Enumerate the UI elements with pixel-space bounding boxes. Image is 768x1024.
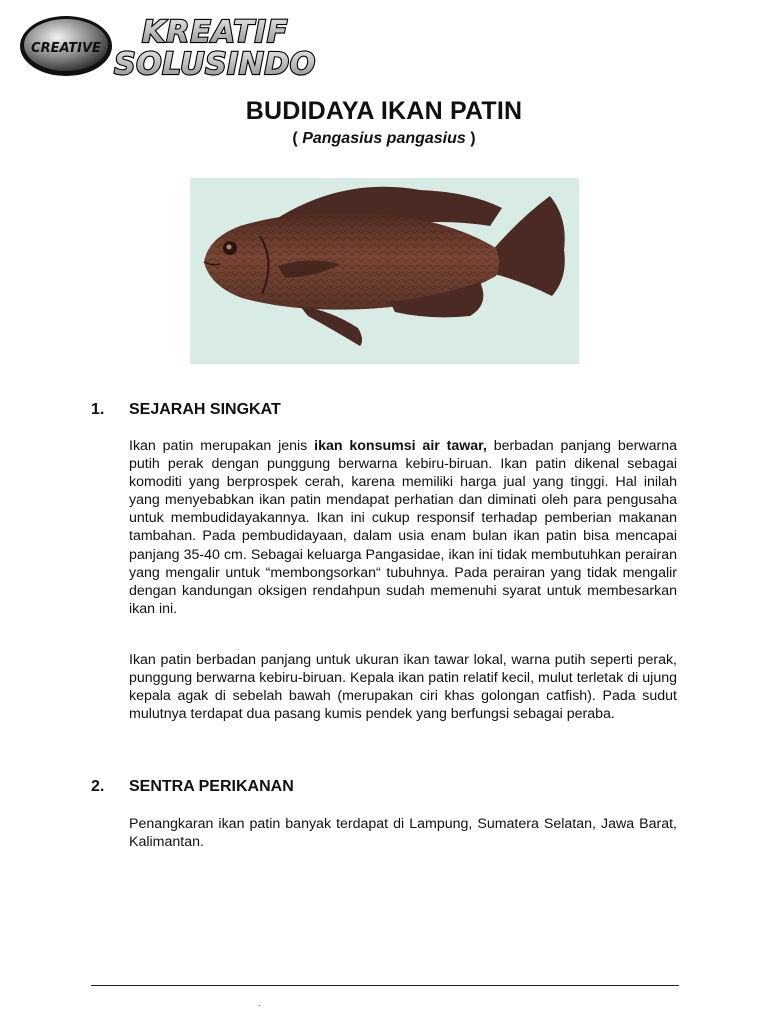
footer-divider (91, 985, 679, 986)
section-2-title: SENTRA PERIKANAN (129, 778, 294, 795)
subtitle-open: ( (292, 130, 303, 147)
company-logo-graphic (14, 8, 324, 86)
section-1-p1-after: berbadan panjang berwarna putih perak dengan punggung berwarna kebiru-biruan. Ikan patin dikenal sebagai komoditi yang berprospek cerah, karena memiliki harga jual yang tinggi. Hal inilah yang menyebabkan ikan patin mendapat perhatian dan diminati oleh para pengusaha untuk membudidayakannya. Ikan ini cukup responsif terhadap pemberian makanan tambahan. Pada pembudidayaan, dalam usia enam bulan ikan patin bisa mencapai panjang 35-40 cm. Sebagai keluarga Pangasidae, ikan ini tidak membutuhkan perairan yang mengalir untuk “membongsorkan“ tubuhnya. Pada perairan yang tidak mengalir dengan kandungan oksigen rendahpun sudah memenuhi syarat untuk membesarkan ikan ini. (129, 438, 677, 617)
section-2-number: 2. (91, 778, 105, 795)
section-1-title: SEJARAH SINGKAT (129, 401, 281, 418)
section-1-heading (91, 401, 281, 419)
logo-line2: SOLUSINDO (114, 47, 316, 82)
section-1-paragraph-1 (129, 437, 677, 618)
fish-photo (190, 178, 579, 364)
section-1-p1-bold: ikan konsumsi air tawar, (314, 438, 487, 454)
subtitle-close: ) (465, 130, 476, 147)
document-title: BUDIDAYA IKAN PATIN (245, 97, 523, 125)
logo-badge-text: CREATIVE (31, 41, 101, 56)
logo-line1: KREATIF (142, 15, 289, 50)
section-2-heading (91, 778, 294, 796)
section-1-number: 1. (91, 401, 105, 418)
section-1-paragraph-2: Ikan patin berbadan panjang untuk ukuran ikan tawar lokal, warna putih seperti perak, punggung berwarna kebiru-biruan. Kepala ikan patin relatif kecil, mulut terletak di ujung kepala agak di sebelah bawah (merupakan ciri khas golongan catfish). Pada sudut mulutnya terdapat dua pasang kumis pendek yang berfungsi sebagai peraba. (129, 652, 677, 723)
footer-mark: . (258, 998, 261, 1008)
fish-illustration (190, 178, 579, 364)
section-1-p1-before: Ikan patin merupakan jenis (129, 438, 315, 454)
company-logo (14, 8, 324, 86)
scientific-name: Pangasius pangasius (302, 130, 466, 147)
section-2-paragraph-1: Penangkaran ikan patin banyak terdapat di Lampung, Sumatera Selatan, Jawa Barat, Kalimantan. (129, 816, 677, 851)
document-subtitle (0, 130, 768, 148)
